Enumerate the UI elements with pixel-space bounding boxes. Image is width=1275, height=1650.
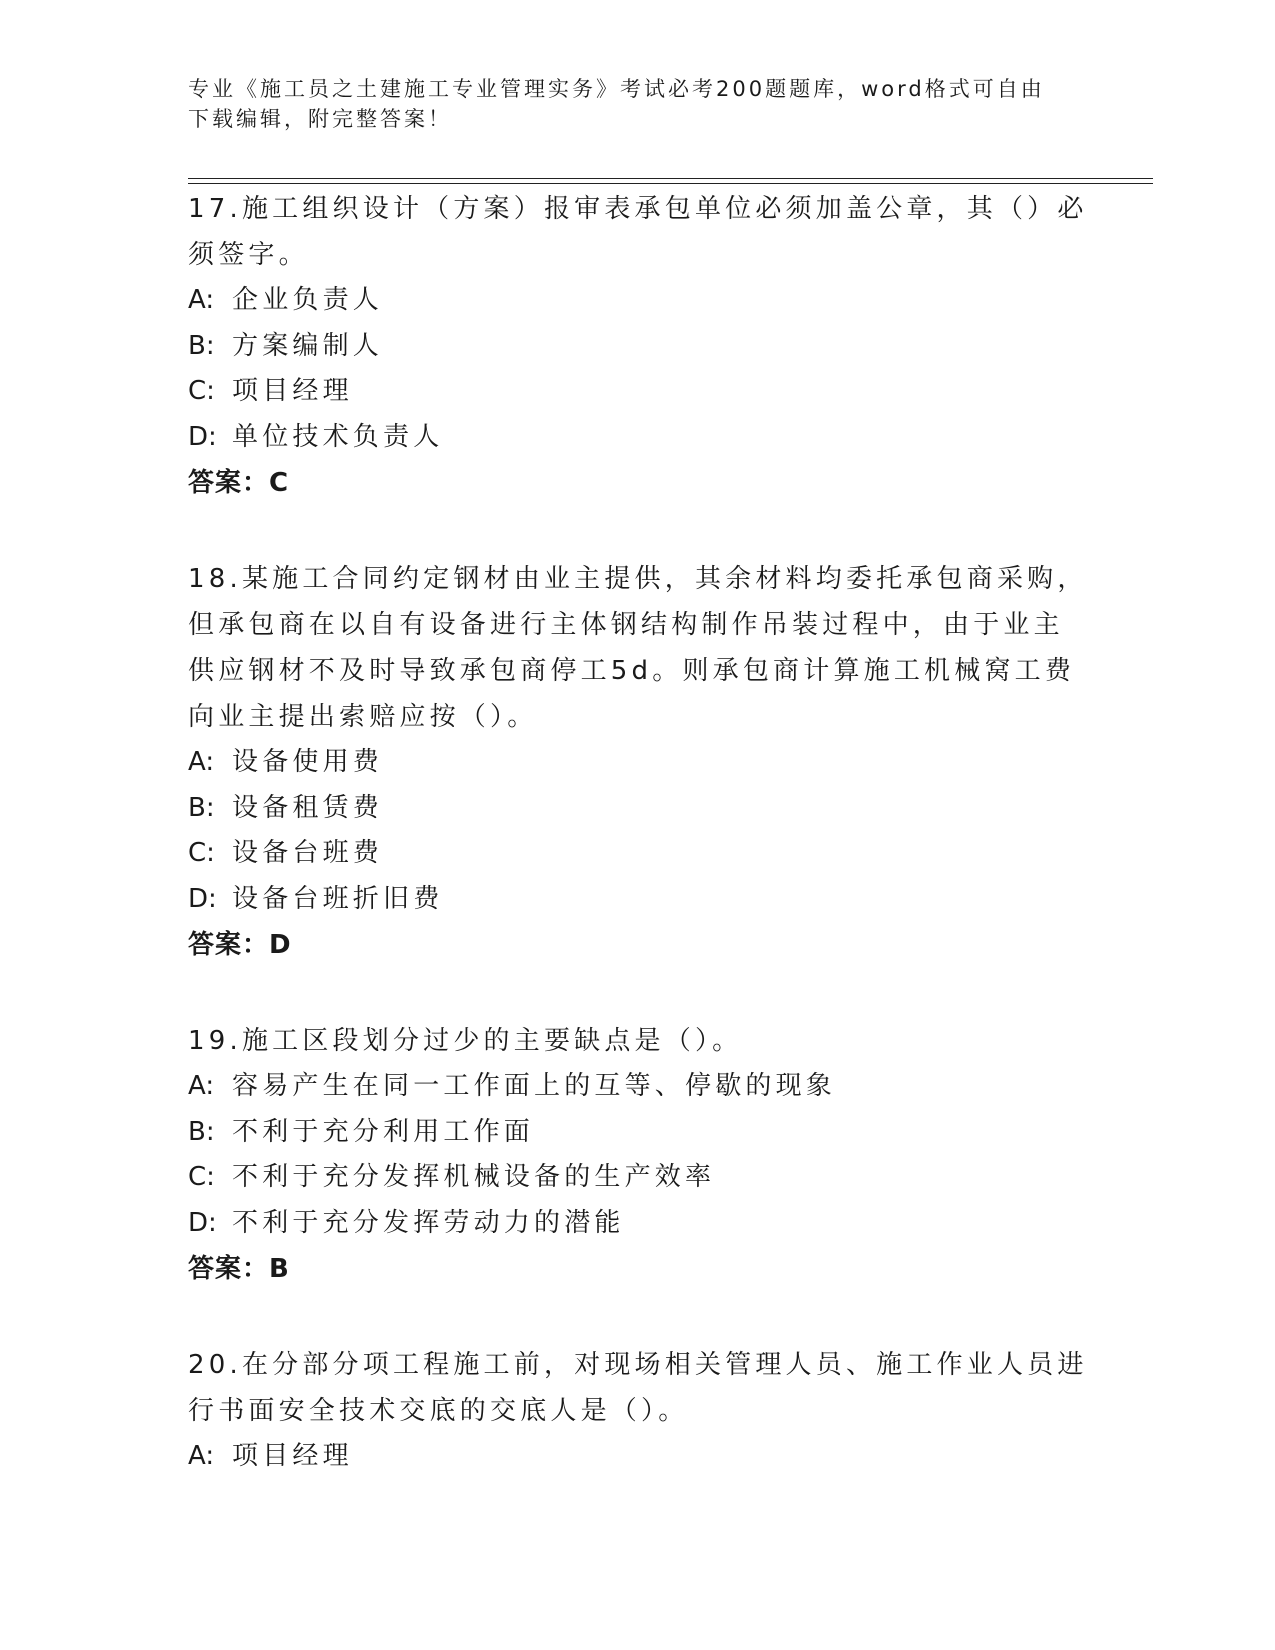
option-b — [188, 786, 1088, 832]
answer: 答案：B — [188, 1254, 290, 1284]
option-text: 不利于充分发挥劳动力的潜能 — [232, 1207, 625, 1238]
option-text: 设备使用费 — [232, 747, 384, 777]
option-key: A: — [188, 285, 215, 315]
option-a — [188, 1064, 1088, 1110]
question-stem: 19.施工区段划分过少的主要缺点是（）。 — [188, 1026, 743, 1056]
option-key: D: — [188, 421, 217, 452]
option-a — [188, 740, 1088, 786]
option-key: A: — [188, 1441, 215, 1471]
question-stem: 17.施工组织设计（方案）报审表承包单位必须加盖公章，其（）必须签字。 — [188, 194, 1088, 270]
option-text: 容易产生在同一工作面上的互等、停歇的现象 — [232, 1071, 837, 1101]
question-18 — [188, 556, 1088, 968]
question-stem: 20.在分部分项工程施工前，对现场相关管理人员、施工作业人员进行书面安全技术交底的交底人是（）。 — [188, 1350, 1088, 1426]
option-c — [188, 831, 1088, 877]
option-key: B: — [188, 1116, 215, 1147]
option-key: D: — [188, 883, 217, 914]
option-a — [188, 1434, 1088, 1480]
option-c — [188, 369, 1088, 415]
question-19 — [188, 1018, 1088, 1292]
header-rule-bottom — [188, 183, 1153, 184]
option-key: B: — [188, 792, 215, 823]
question-stem: 18.某施工合同约定钢材由业主提供，其余材料均委托承包商采购，但承包商在以自有设备进行主体钢结构制作吊装过程中，由于业主供应钢材不及时导致承包商停工5d。则承包商计算施工机械窝工费向业主提出索赔应按（）。 — [188, 564, 1088, 732]
option-d — [188, 877, 1088, 923]
question-20 — [188, 1342, 1088, 1480]
question-17 — [188, 186, 1088, 506]
answer: 答案：C — [188, 468, 290, 498]
option-key: B: — [188, 330, 215, 361]
option-text: 项目经理 — [232, 1441, 353, 1471]
option-key: C: — [188, 376, 215, 406]
option-text: 设备租赁费 — [232, 792, 384, 823]
option-text: 企业负责人 — [232, 285, 384, 315]
option-key: C: — [188, 1162, 215, 1192]
option-key: A: — [188, 747, 215, 777]
option-a — [188, 278, 1088, 324]
option-d — [188, 1201, 1088, 1247]
option-key: C: — [188, 838, 215, 868]
option-b — [188, 324, 1088, 370]
option-text: 单位技术负责人 — [232, 421, 444, 452]
option-text: 项目经理 — [232, 376, 353, 406]
option-text: 设备台班折旧费 — [232, 883, 444, 914]
header-rule-top — [188, 178, 1153, 179]
option-text: 不利于充分利用工作面 — [232, 1116, 535, 1147]
option-key: A: — [188, 1071, 215, 1101]
option-b — [188, 1110, 1088, 1156]
option-d — [188, 415, 1088, 461]
option-text: 设备台班费 — [232, 838, 384, 868]
document-header: 专业《施工员之土建施工专业管理实务》考试必考200题题库，word格式可自由下载编辑，附完整答案！ — [188, 77, 1045, 131]
option-key: D: — [188, 1207, 217, 1238]
option-text: 方案编制人 — [232, 330, 384, 361]
option-text: 不利于充分发挥机械设备的生产效率 — [232, 1162, 716, 1192]
question-list — [188, 186, 1088, 1480]
answer: 答案：D — [188, 930, 292, 960]
option-c — [188, 1155, 1088, 1201]
